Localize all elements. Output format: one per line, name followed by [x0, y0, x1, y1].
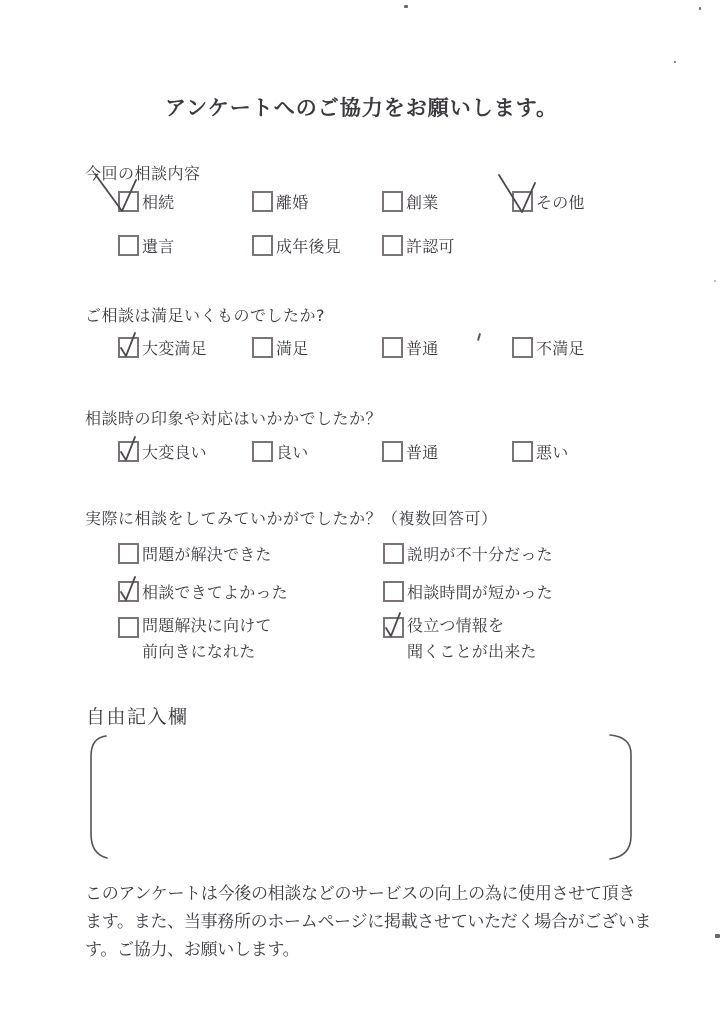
checkbox[interactable]	[118, 337, 139, 358]
option-label: 創業	[406, 193, 439, 212]
opt-normal[interactable]	[382, 441, 438, 462]
opt-useful-info[interactable]	[383, 616, 537, 661]
option-label: 離婚	[276, 193, 309, 212]
checkbox[interactable]	[118, 581, 139, 602]
opt-explanation-insufficient[interactable]	[383, 543, 553, 564]
bracket-right	[610, 735, 631, 859]
checkbox[interactable]	[383, 543, 404, 564]
checkbox[interactable]	[512, 337, 533, 358]
checkbox[interactable]	[118, 191, 139, 212]
scan-speck	[715, 934, 720, 938]
footer-line: す。ご協力、お願いします。	[85, 940, 300, 960]
checkbox[interactable]	[512, 441, 533, 462]
option-label: 悪い	[536, 443, 569, 462]
option-label: 問題解決に向けて 前向きになれた	[142, 616, 272, 661]
opt-satisfied[interactable]	[252, 337, 308, 358]
free-entry-brackets	[88, 728, 634, 862]
opt-very-satisfied[interactable]	[118, 337, 207, 358]
checkbox[interactable]	[383, 581, 404, 602]
option-label: 相談時間が短かった	[407, 583, 553, 602]
opt-will[interactable]	[118, 235, 174, 256]
opt-good[interactable]	[252, 441, 308, 462]
option-label: 遺言	[142, 237, 175, 256]
checkbox[interactable]	[252, 191, 273, 212]
option-label: 役立つ情報を 聞くことが出来た	[407, 616, 537, 661]
scan-speck	[404, 5, 408, 8]
free-entry-label: 自由記入欄	[86, 706, 189, 728]
opt-glad-consulted[interactable]	[118, 581, 288, 602]
opt-guardianship[interactable]	[252, 235, 341, 256]
checkbox[interactable]	[512, 191, 533, 212]
option-label: 大変満足	[142, 339, 207, 358]
option-label: その他	[536, 193, 585, 212]
checkbox[interactable]	[118, 235, 139, 256]
section-heading-outcome: 実際に相談をしてみていかがでしたか？（複数回答可）	[85, 509, 498, 528]
option-label: 相談できてよかった	[142, 583, 288, 602]
option-label: 許認可	[406, 237, 455, 256]
option-label: 良い	[276, 443, 309, 462]
opt-license[interactable]	[382, 235, 455, 256]
checkbox[interactable]	[118, 617, 139, 638]
checkbox[interactable]	[252, 441, 273, 462]
opt-problem-solved[interactable]	[118, 543, 272, 564]
opt-became-positive[interactable]	[118, 616, 272, 661]
survey-title: アンケートへのご協力をお願いします。	[164, 96, 559, 120]
opt-very-good[interactable]	[118, 441, 207, 462]
checkbox[interactable]	[382, 441, 403, 462]
opt-time-short[interactable]	[383, 581, 553, 602]
free-entry-area[interactable]	[88, 728, 634, 862]
opt-other[interactable]	[512, 191, 585, 212]
opt-divorce[interactable]	[252, 191, 308, 212]
scan-speck	[714, 280, 716, 282]
section-heading-impression: 相談時の印象や対応はいかかでしたか？	[85, 409, 383, 428]
opt-neutral-satisfaction[interactable]	[382, 337, 438, 358]
option-label: 説明が不十分だった	[407, 545, 553, 564]
footer-note	[85, 880, 660, 964]
option-label: 成年後見	[276, 237, 341, 256]
option-label: 普通	[406, 339, 439, 358]
opt-inheritance[interactable]	[118, 191, 174, 212]
bracket-left	[91, 736, 107, 858]
scan-speck	[674, 61, 676, 63]
checkbox[interactable]	[118, 441, 139, 462]
checkbox[interactable]	[382, 337, 403, 358]
option-label: 相続	[142, 193, 175, 212]
option-label: 大変良い	[142, 443, 207, 462]
opt-bad[interactable]	[512, 441, 568, 462]
checkbox[interactable]	[252, 235, 273, 256]
checkbox[interactable]	[252, 337, 273, 358]
option-label: 問題が解決できた	[142, 545, 272, 564]
opt-founding[interactable]	[382, 191, 438, 212]
checkbox[interactable]	[383, 617, 404, 638]
option-label: 普通	[406, 443, 439, 462]
option-label: 不満足	[536, 339, 585, 358]
section-heading-satisfaction: ご相談は満足いくものでしたか?	[85, 306, 325, 325]
checkbox[interactable]	[382, 235, 403, 256]
section-heading-consultation-type: 今回の相談内容	[85, 164, 201, 183]
opt-dissatisfied[interactable]	[512, 337, 585, 358]
stray-pen-mark	[477, 333, 481, 341]
option-label: 満足	[276, 339, 309, 358]
footer-line: ます。また、当事務所のホームページに掲載させていただく場合がございま	[85, 912, 652, 932]
footer-line: このアンケートは今後の相談などのサービスの向上の為に使用させて頂き	[85, 884, 636, 904]
scan-speck	[699, 7, 701, 10]
checkbox[interactable]	[118, 543, 139, 564]
checkbox[interactable]	[382, 191, 403, 212]
